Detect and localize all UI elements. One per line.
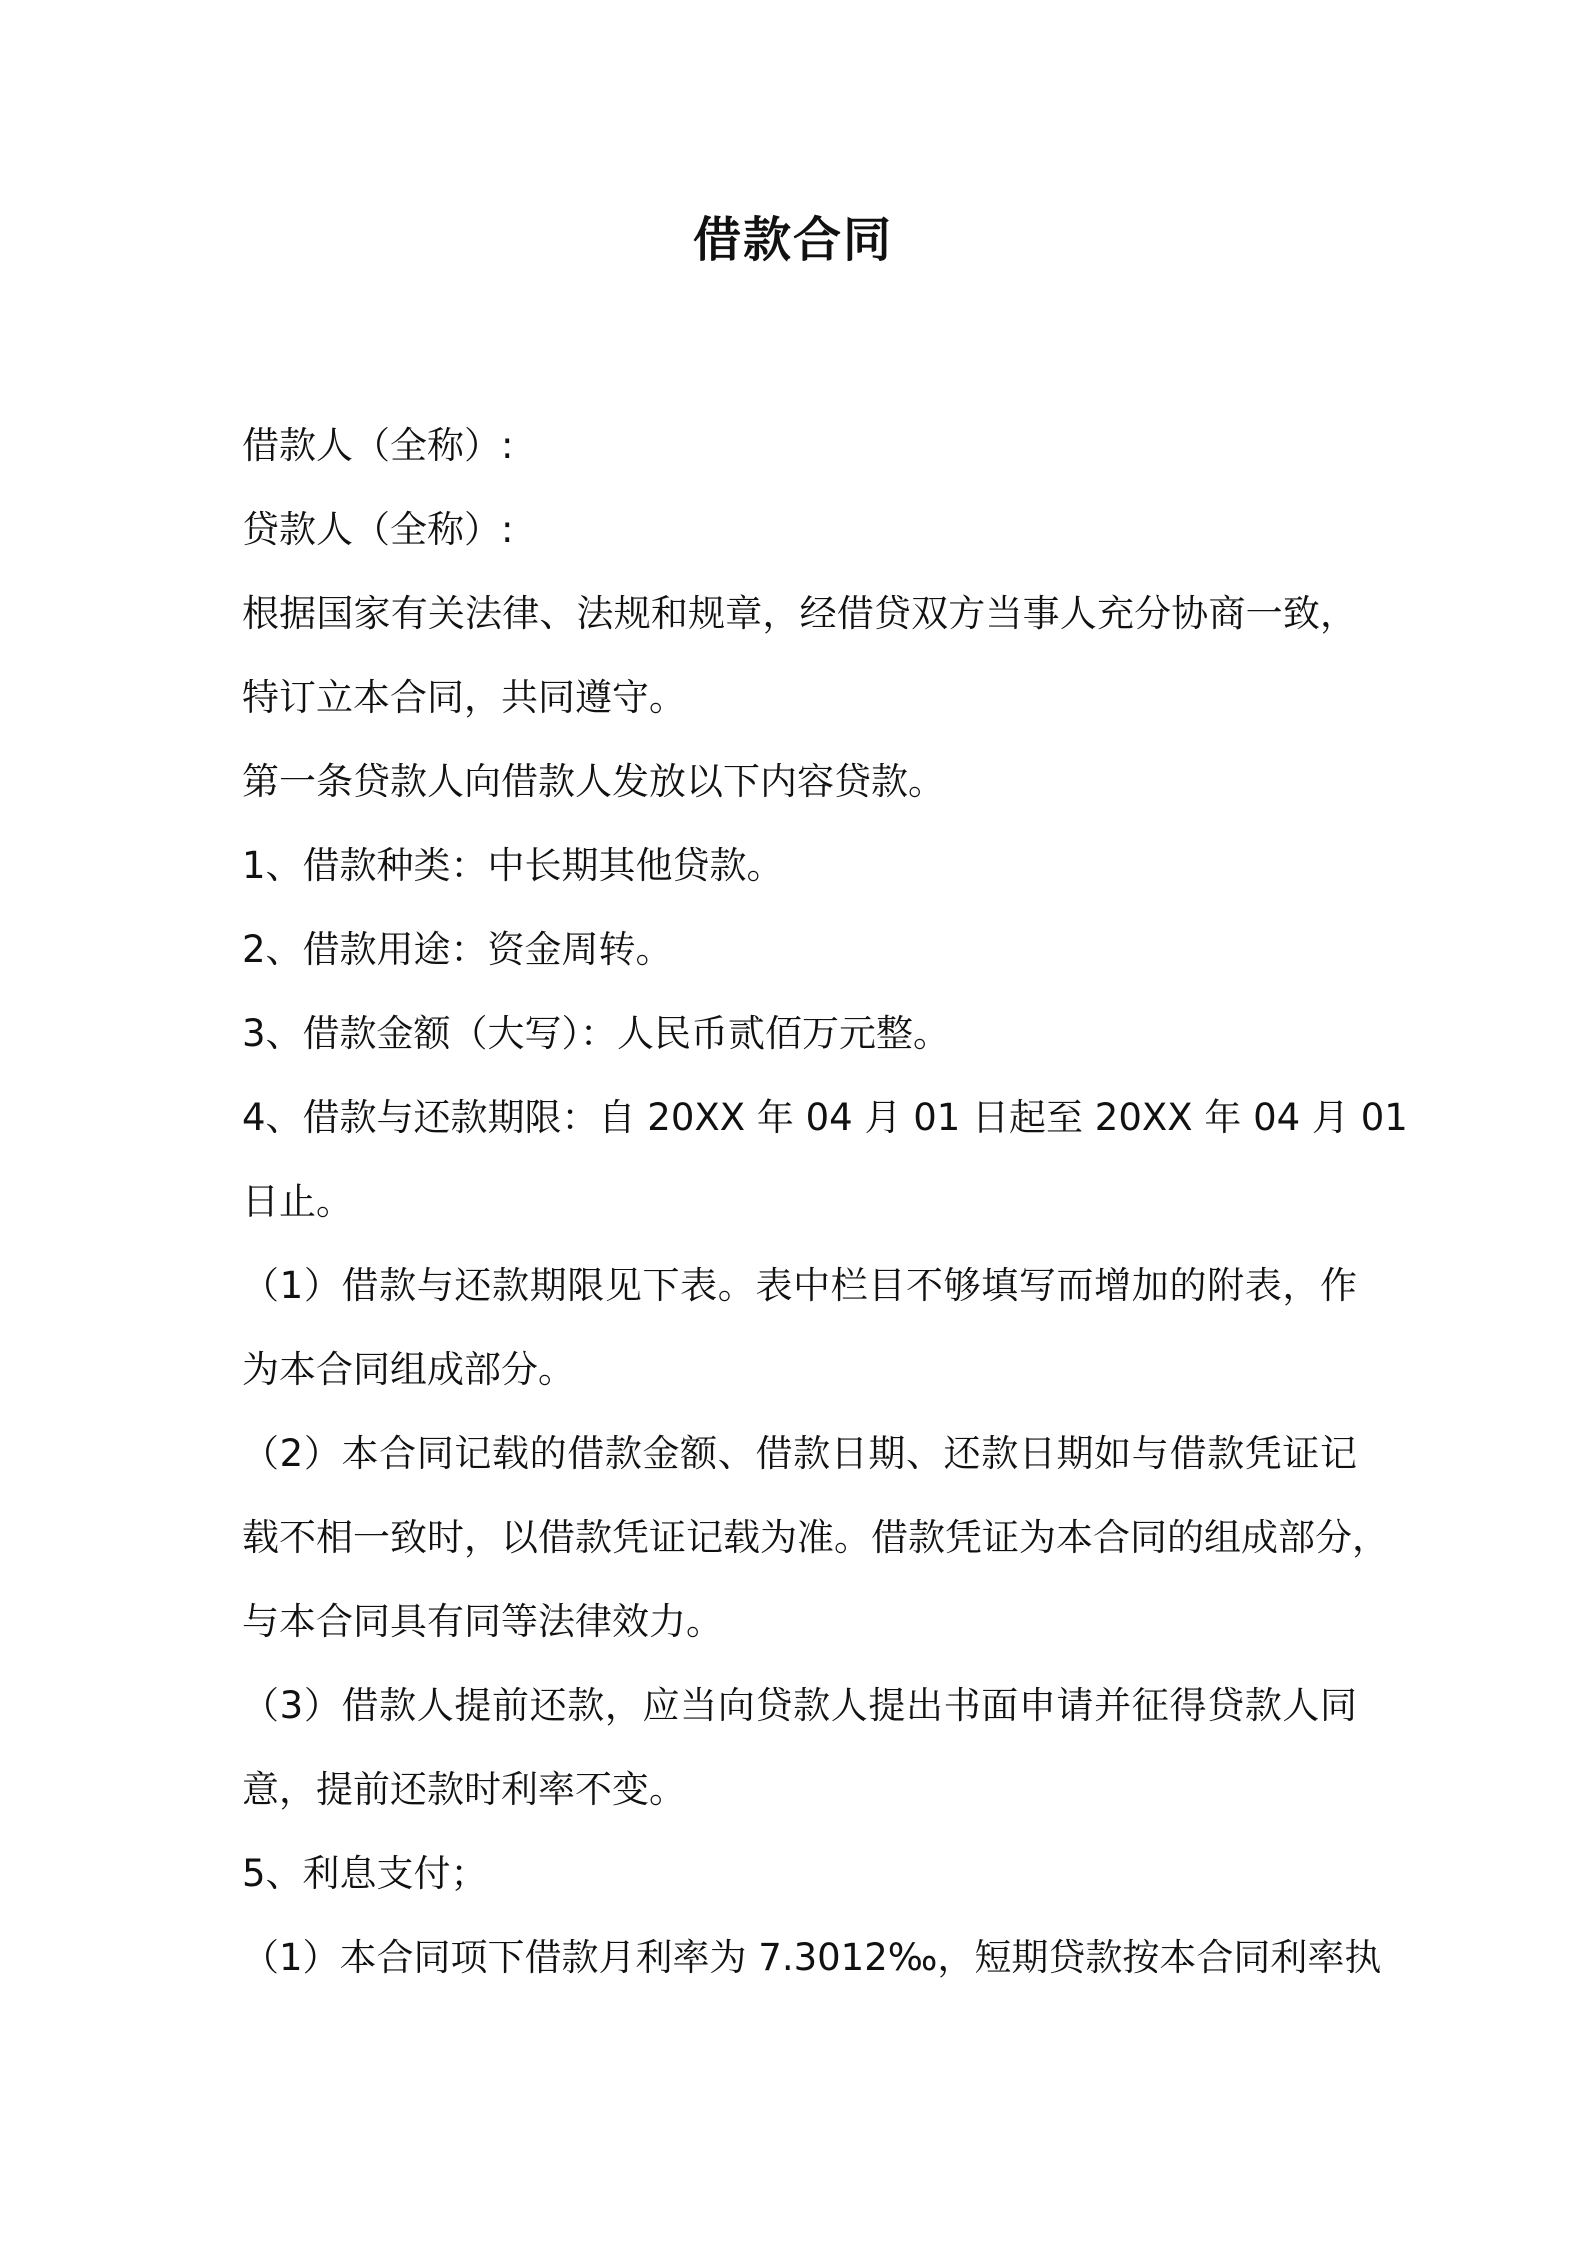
document-title: 借款合同 [692,212,893,268]
interest-heading: 5、利息支付； [242,1852,488,1895]
loan-purpose-line: 2、借款用途：资金周转。 [242,928,673,971]
article-1-heading: 第一条贷款人向借款人发放以下内容贷款。 [242,760,945,803]
clause-1-line-1: （1）借款与还款期限见下表。表中栏目不够填写而增加的附表，作 [242,1264,1357,1307]
clause-1-line-2: 为本合同组成部分。 [242,1348,575,1391]
clause-3-line-1: （3）借款人提前还款，应当向贷款人提出书面申请并征得贷款人同 [242,1684,1357,1727]
loan-term-line-2: 日止。 [242,1180,353,1223]
clause-2-line-3: 与本合同具有同等法律效力。 [242,1600,723,1643]
loan-amount-line: 3、借款金额（大写）：人民币贰佰万元整。 [242,1012,951,1055]
clause-2-line-2: 载不相一致时，以借款凭证记载为准。借款凭证为本合同的组成部分， [242,1516,1389,1559]
loan-type-line: 1、借款种类：中长期其他贷款。 [242,844,784,887]
clause-2-line-1: （2）本合同记载的借款金额、借款日期、还款日期如与借款凭证记 [242,1432,1357,1475]
loan-term-line-1: 4、借款与还款期限：自 20XX 年 04 月 01 日起至 20XX 年 04 月 01 [242,1096,1408,1139]
preamble-line-1: 根据国家有关法律、法规和规章，经借贷双方当事人充分协商一致， [242,592,1357,635]
document-body [242,404,1408,2000]
lender-line: 贷款人（全称）: [242,508,514,551]
clause-3-line-2: 意，提前还款时利率不变。 [242,1768,686,1811]
interest-clause-1-line-1: （1）本合同项下借款月利率为 7.3012‰，短期贷款按本合同利率执 [242,1936,1382,1979]
preamble-line-2: 特订立本合同，共同遵守。 [242,676,686,719]
borrower-line: 借款人（全称）: [242,424,514,467]
